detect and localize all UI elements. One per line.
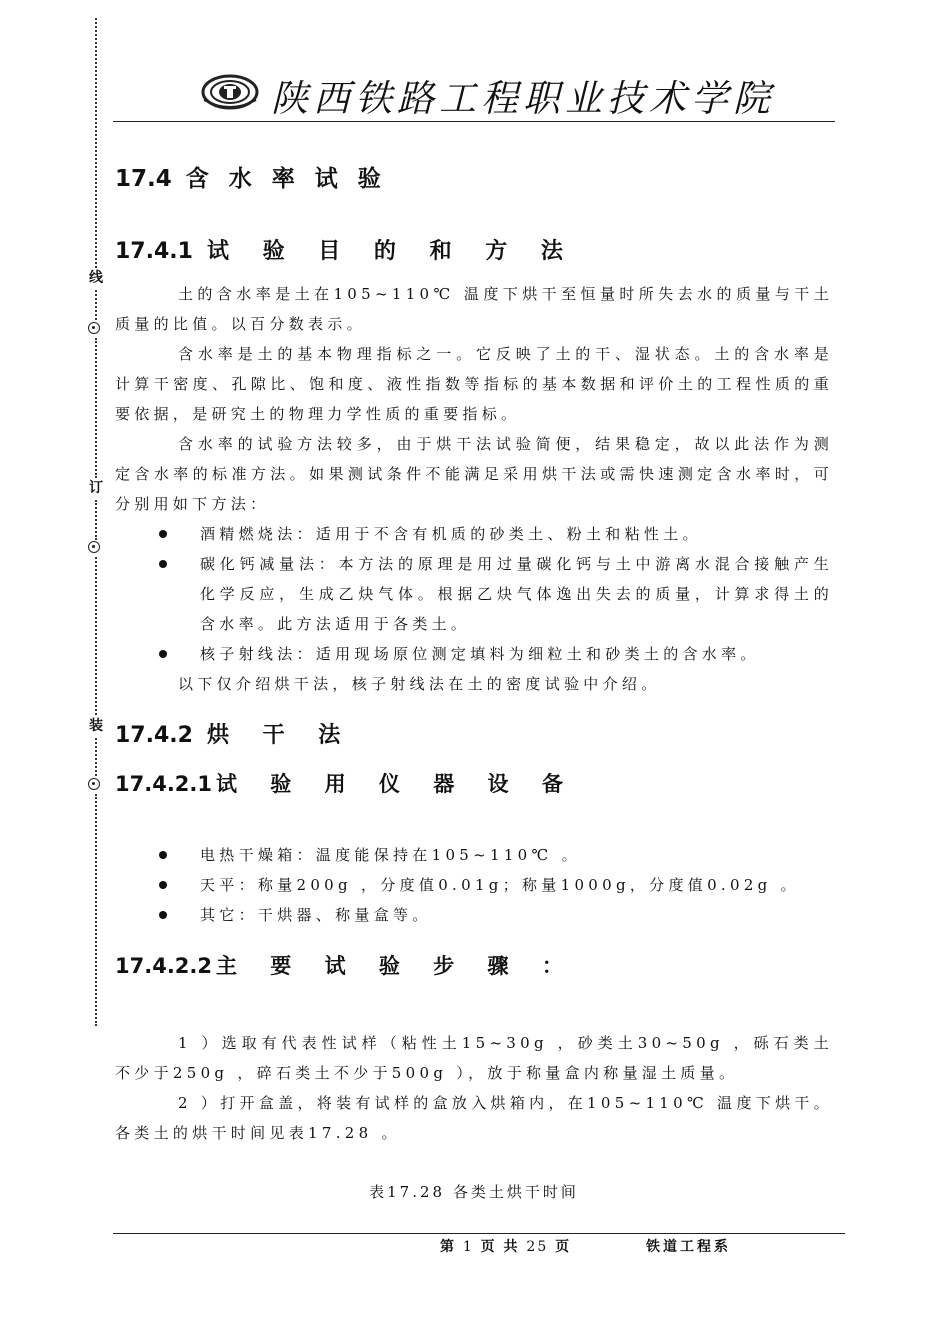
- paragraph-methods-intro: 含水率的试验方法较多，由于烘干法试验简便，结果稳定，故以此法作为测定含水率的标准方法。如果测试条件不能满足采用烘干法或需快速测定含水率时，可分别用如下方法：: [115, 435, 833, 513]
- binding-dotted-line: [95, 18, 97, 268]
- binding-hole-icon: [88, 541, 100, 553]
- binding-hole-icon: [88, 322, 100, 334]
- section-title: 含 水 率 试 验: [185, 166, 387, 192]
- binding-hole-icon: [88, 778, 100, 790]
- section-number: 17.4.2.1: [115, 772, 212, 796]
- binding-dotted-line: [95, 738, 97, 776]
- binding-char-xian: 线: [89, 270, 103, 286]
- footer-rule: [113, 1233, 845, 1234]
- binding-dotted-line: [95, 500, 97, 540]
- department-name: 铁道工程系: [646, 1239, 731, 1255]
- section-heading-17-4-2-1: [115, 768, 833, 810]
- list-item-equipment: 电热干燥箱：温度能保持在105~110℃ 。: [115, 840, 833, 870]
- table-caption: 表17.28 各类土烘干时间: [369, 1183, 579, 1201]
- page-label: 页: [555, 1239, 572, 1255]
- page-header: [113, 62, 835, 122]
- school-logo-icon: [200, 70, 260, 114]
- list-item-equipment: 天平：称量200g ，分度值0.01g；称量1000g，分度值0.02g 。: [115, 870, 833, 900]
- binding-dotted-line: [95, 338, 97, 478]
- list-item-method: 核子射线法：适用现场原位测定填料为细粒土和砂类土的含水率。: [115, 639, 833, 669]
- section-title: 试 验 用 仪 器 设 备: [216, 772, 576, 796]
- section-title: 主 要 试 验 步 骤 ：: [216, 954, 576, 978]
- section-number: 17.4.2: [115, 723, 193, 748]
- section-heading-17-4-2-2: [115, 950, 833, 992]
- section-number: 17.4.1: [115, 239, 193, 264]
- list-item-method: 酒精燃烧法：适用于不含有机质的砂类土、粉土和粘性土。: [115, 519, 833, 549]
- list-item-method: 碳化钙减量法：本方法的原理是用过量碳化钙与土中游离水混合接触产生化学反应，生成乙炔气体。根据乙炔气体逸出失去的质量，计算求得土的含水率。此方法适用于各类土。: [115, 549, 833, 639]
- paragraph-definition: 土的含水率是土在105~110℃ 温度下烘干至恒量时所失去水的质量与干土质量的比值。以百分数表示。: [115, 285, 833, 333]
- section-heading-17-4: [115, 160, 833, 204]
- header-rule: [113, 121, 835, 122]
- section-title: 烘 干 法: [206, 723, 354, 748]
- binding-char-ding: 订: [89, 480, 103, 496]
- list-item-equipment: 其它：干烘器、称量盒等。: [115, 900, 833, 930]
- page-label: 第: [440, 1239, 456, 1255]
- paragraph-scope: 以下仅介绍烘干法，核子射线法在土的密度试验中介绍。: [178, 675, 661, 693]
- binding-dotted-line: [95, 290, 97, 320]
- page-label: 页 共: [480, 1239, 520, 1255]
- section-number: 17.4.2.2: [115, 954, 212, 978]
- binding-dotted-line: [95, 557, 97, 715]
- binding-char-zhuang: 装: [89, 718, 103, 734]
- binding-dotted-line: [95, 794, 97, 1026]
- paragraph-step-2: 2 ）打开盒盖，将装有试样的盒放入烘箱内，在105~110℃ 温度下烘干。各类土的烘干时间见表17.28 。: [115, 1094, 833, 1142]
- section-heading-17-4-1: [115, 234, 833, 278]
- section-heading-17-4-2: [115, 718, 833, 762]
- total-pages: 25: [526, 1239, 549, 1255]
- school-name: 陕西铁路工程职业技术学院: [271, 77, 775, 120]
- section-number: 17.4: [115, 166, 172, 192]
- section-title: 试 验 目 的 和 方 法: [206, 239, 576, 264]
- current-page: 1: [462, 1239, 474, 1255]
- paragraph-step-1: 1 ）选取有代表性试样（粘性土15~30g ，砂类土30~50g ，砾石类土不少于250g ，碎石类土不少于500g ），放于称量盒内称量湿土质量。: [115, 1034, 833, 1082]
- page-number: [440, 1236, 571, 1256]
- paragraph-significance: 含水率是土的基本物理指标之一。它反映了土的干、湿状态。土的含水率是计算干密度、孔隙比、饱和度、液性指数等指标的基本数据和评价土的工程性质的重要依据，是研究土的物理力学性质的重要指标。: [115, 345, 833, 423]
- binding-margin: [88, 18, 104, 1028]
- document-body: [115, 160, 833, 1202]
